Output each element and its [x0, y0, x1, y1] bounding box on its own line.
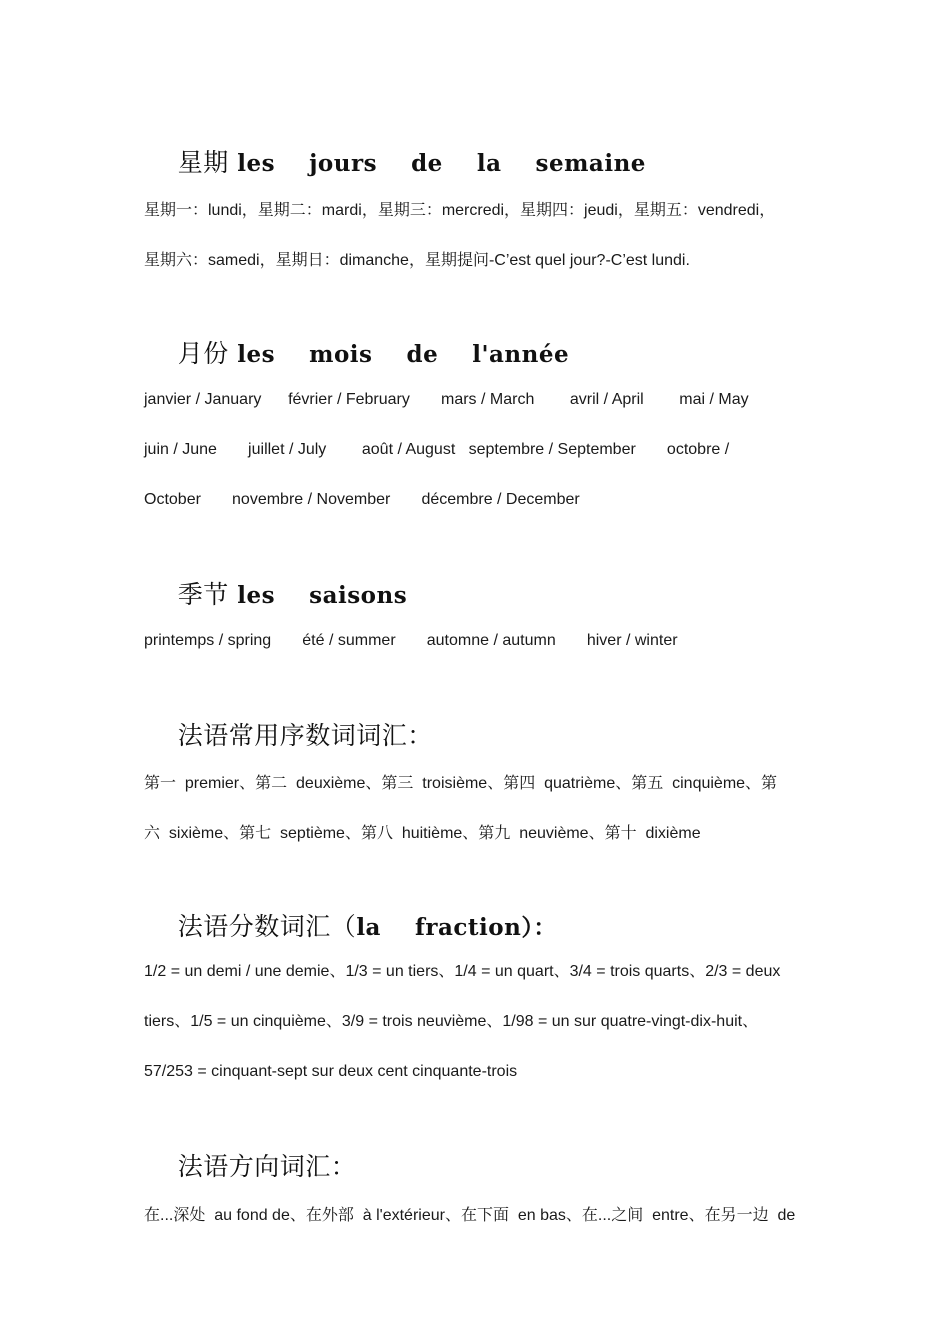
section-heading-ordinals [144, 691, 433, 781]
months-line-2: juin / June juillet / July août / August septembre / September octobre / [144, 441, 730, 458]
section-heading-months [144, 309, 569, 400]
fractions-line-2: tiers、1/5 = un cinquième、3/9 = trois neuvième、1/98 = un sur quatre-vingt-dix-huit、 [144, 1013, 759, 1030]
heading-zh: 星期 [177, 148, 229, 177]
fractions-line-3: 57/253 = cinquant-sept sur deux cent cinquante-trois [144, 1063, 518, 1080]
heading-fr: les saisons [237, 582, 408, 609]
months-line-1: janvier / January février / February mars / March avril / April mai / May [144, 391, 749, 408]
heading-zh: 法语常用序数词词汇： [177, 721, 433, 750]
heading-fr: la fraction）： [356, 914, 557, 941]
ordinals-line-2: 六 sixième、第七 septième、第八 huitième、第九 neuvième、第十 dixième [144, 825, 701, 842]
heading-zh: 季节 [177, 580, 229, 609]
heading-zh: 法语分数词汇（ [177, 912, 357, 941]
directions-line-1: 在...深处 au fond de、在外部 à l'extérieur、在下面 en bas、在...之间 entre、在另一边 de [144, 1207, 796, 1224]
ordinals-line-1: 第一 premier、第二 deuxième、第三 troisième、第四 quatrième、第五 cinquième、第 [144, 775, 778, 792]
weekdays-line-2: 星期六：samedi，星期日：dimanche，星期提问-C’est quel jour?-C’est lundi. [144, 252, 690, 269]
heading-zh: 月份 [177, 339, 229, 368]
heading-fr: les jours de la semaine [237, 150, 646, 177]
months-line-3: October novembre / November décembre / December [144, 491, 580, 508]
fractions-line-1: 1/2 = un demi / une demie、1/3 = un tiers、1/4 = un quart、3/4 = trois quarts、2/3 = deux [144, 963, 781, 980]
heading-zh: 法语方向词汇： [177, 1152, 357, 1181]
section-heading-seasons [144, 550, 407, 641]
seasons-line-1: printemps / spring été / summer automne / autumn hiver / winter [144, 632, 678, 649]
section-heading-fractions [144, 882, 557, 973]
heading-fr: les mois de l'année [237, 341, 570, 368]
section-heading-directions [144, 1122, 356, 1212]
weekdays-line-1: 星期一：lundi，星期二：mardi，星期三：mercredi，星期四：jeudi，星期五：vendredi， [144, 202, 776, 219]
section-heading-weekdays [144, 118, 646, 209]
